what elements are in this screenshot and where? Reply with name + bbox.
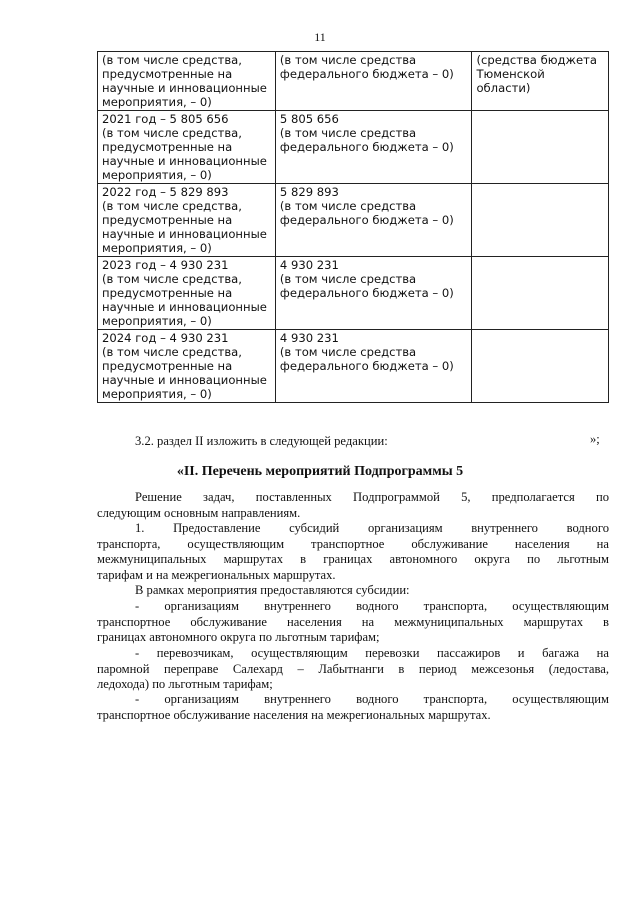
table-cell-col3 xyxy=(472,52,609,111)
table-cell-line: (в том числе средства xyxy=(279,345,417,359)
paragraph-4-line: транспортное обслуживание населения на межмуниципальных маршрутах в xyxy=(97,614,609,629)
table-cell-line: 2021 год – 5 805 656 xyxy=(102,112,229,126)
table-cell-line: мероприятия, – 0) xyxy=(102,168,212,182)
table-row xyxy=(98,257,609,330)
table-cell-line: научные и инновационные xyxy=(102,373,267,387)
table-cell-line: (в том числе средства, xyxy=(102,345,242,359)
paragraph-2 xyxy=(97,521,609,583)
table-cell-line: федерального бюджета – 0) xyxy=(279,286,454,300)
table-cell-line: мероприятия, – 0) xyxy=(102,241,212,255)
table-cell-line: научные и инновационные xyxy=(102,300,267,314)
table-cell-line: 4 930 231 xyxy=(279,258,339,272)
table-cell-line: мероприятия, – 0) xyxy=(102,95,212,109)
paragraph-3-line: В рамках мероприятия предоставляются субсидии: xyxy=(135,583,410,597)
table-cell-line: научные и инновационные xyxy=(102,154,267,168)
table-cell-line: (в том числе средства, xyxy=(102,53,242,67)
table-cell-col1 xyxy=(98,111,276,184)
table-cell-line: мероприятия, – 0) xyxy=(102,314,212,328)
paragraph-4-line: - организациям внутреннего водного транспорта, осуществляющим xyxy=(135,599,609,613)
table-cell-line: (в том числе средства, xyxy=(102,272,242,286)
paragraph-1-line: Решение задач, поставленных Подпрограммой 5, предполагается по xyxy=(135,490,609,504)
table-row xyxy=(98,330,609,403)
table-cell-line: 5 805 656 xyxy=(279,112,339,126)
table-cell-line: федерального бюджета – 0) xyxy=(279,359,454,373)
table-cell-col3 xyxy=(472,257,609,330)
table-cell-col1 xyxy=(98,52,276,111)
table-cell-line: (в том числе средства xyxy=(279,53,417,67)
paragraph-6-line: транспортное обслуживание населения на межрегиональных маршрутах. xyxy=(97,707,491,722)
table-cell-col2 xyxy=(275,111,472,184)
table-cell-line: предусмотренные на xyxy=(102,140,233,154)
table-cell-line: федерального бюджета – 0) xyxy=(279,67,454,81)
funding-table-body xyxy=(98,52,609,403)
table-cell-line: (в том числе средства, xyxy=(102,199,242,213)
table-cell-line: (в том числе средства, xyxy=(102,126,242,140)
paragraph-5-line: - перевозчикам, осуществляющим перевозки пассажиров и багажа на xyxy=(135,646,609,660)
funding-table xyxy=(97,51,609,403)
paragraph-3 xyxy=(97,583,609,599)
paragraph-1-line: следующим основным направлениям. xyxy=(97,505,301,520)
table-cell-line: предусмотренные на xyxy=(102,67,233,81)
table-cell-col3 xyxy=(472,111,609,184)
section-intro: 3.2. раздел II изложить в следующей редакции: xyxy=(135,434,388,448)
page-number: 11 xyxy=(314,30,326,44)
paragraph-2-line: 1. Предоставление субсидий организациям внутреннего водного xyxy=(135,521,609,535)
table-cell-col2 xyxy=(275,52,472,111)
table-cell-line: 2023 год – 4 930 231 xyxy=(102,258,229,272)
table-cell-line: области) xyxy=(476,81,531,95)
table-cell-col3 xyxy=(472,330,609,403)
table-cell-col2 xyxy=(275,257,472,330)
table-cell-line: (в том числе средства xyxy=(279,272,417,286)
table-cell-line: (в том числе средства xyxy=(279,126,417,140)
paragraph-2-line: транспорта, осуществляющим транспортное обслуживание населения на xyxy=(97,536,609,551)
paragraph-5-line: ледохода) по льготным тарифам; xyxy=(97,677,273,691)
table-cell-line: предусмотренные на xyxy=(102,359,233,373)
table-cell-line: научные и инновационные xyxy=(102,227,267,241)
table-row xyxy=(98,52,609,111)
paragraph-4 xyxy=(97,599,609,646)
paragraph-6 xyxy=(97,692,609,723)
table-cell-line: предусмотренные на xyxy=(102,286,233,300)
table-cell-col1 xyxy=(98,184,276,257)
paragraph-2-line: межмуниципальных маршрутах в границах автономного округа по льготным xyxy=(97,552,609,566)
table-cell-line: Тюменской xyxy=(476,67,545,81)
paragraph-4-line: границах автономного округа по льготным тарифам; xyxy=(97,630,380,644)
table-cell-col1 xyxy=(98,257,276,330)
table-cell-line: предусмотренные на xyxy=(102,213,233,227)
table-row xyxy=(98,184,609,257)
table-cell-col3 xyxy=(472,184,609,257)
table-row xyxy=(98,111,609,184)
table-cell-line: федерального бюджета – 0) xyxy=(279,213,454,227)
paragraph-1 xyxy=(97,490,609,521)
paragraph-6-line: - организациям внутреннего водного транспорта, осуществляющим xyxy=(135,692,609,706)
paragraph-5-line: паромной переправе Салехард – Лабытнанги в период межсезонья (ледостава, xyxy=(97,661,609,676)
table-cell-line: 2024 год – 4 930 231 xyxy=(102,331,229,345)
table-cell-line: (средства бюджета xyxy=(476,53,597,67)
table-cell-line: 5 829 893 xyxy=(279,185,339,199)
table-cell-line: мероприятия, – 0) xyxy=(102,387,212,401)
table-cell-line: научные и инновационные xyxy=(102,81,267,95)
table-cell-line: федерального бюджета – 0) xyxy=(279,140,454,154)
paragraph-5 xyxy=(97,646,609,693)
table-cell-line: (в том числе средства xyxy=(279,199,417,213)
section-heading: «II. Перечень мероприятий Подпрограммы 5 xyxy=(176,464,464,479)
table-cell-line: 4 930 231 xyxy=(279,331,339,345)
closing-quote: »; xyxy=(590,432,600,446)
table-cell-col2 xyxy=(275,330,472,403)
table-cell-line: 2022 год – 5 829 893 xyxy=(102,185,229,199)
table-cell-col1 xyxy=(98,330,276,403)
table-cell-col2 xyxy=(275,184,472,257)
paragraph-2-line: тарифам и на межрегиональных маршрутах. xyxy=(97,567,336,582)
